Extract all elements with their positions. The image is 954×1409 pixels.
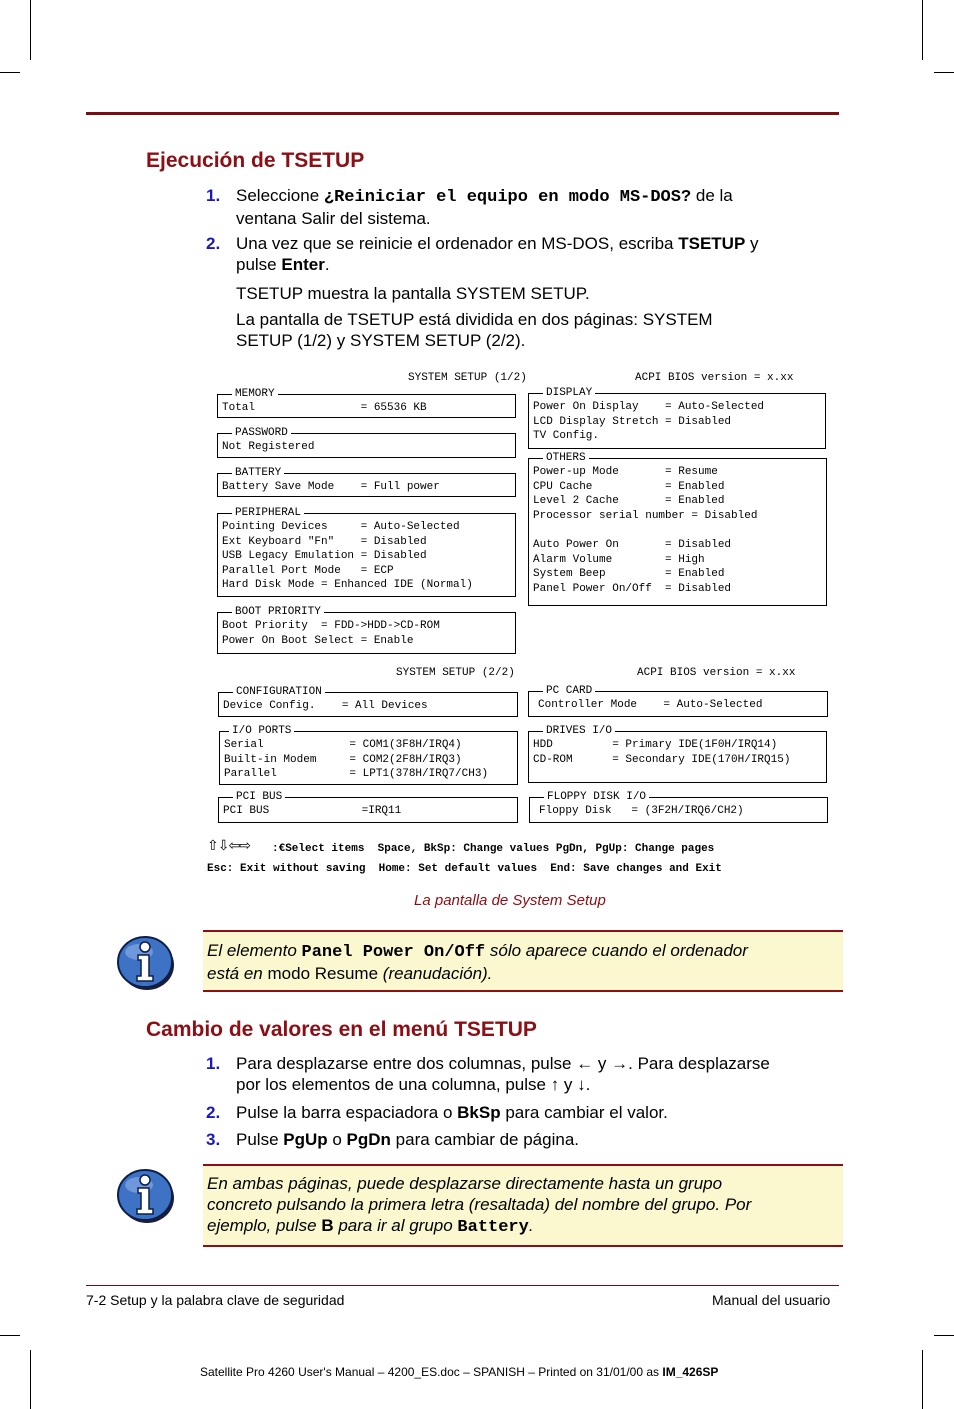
step-3 <box>206 1129 836 1150</box>
crop-mark <box>0 72 20 73</box>
note-panel-power <box>203 930 843 992</box>
crop-mark <box>30 0 31 60</box>
group-values: Battery Save Mode = Full power <box>222 481 440 493</box>
group-values: Boot Priority = FDD->HDD->CD-ROM Power On Boot Select = Enable <box>222 620 440 647</box>
arrow-keys-icon: ⇧⇩⇦⇨ <box>207 838 250 854</box>
command-text: TSETUP <box>678 234 746 253</box>
note-text-part: En ambas páginas, puede desplazarse directamente hasta un grupo <box>207 1174 723 1193</box>
info-icon <box>114 1165 176 1225</box>
step-text: Pulse <box>236 1130 284 1149</box>
paragraph <box>236 309 836 351</box>
paragraph: TSETUP muestra la pantalla SYSTEM SETUP. <box>236 284 590 303</box>
group-label: BATTERY <box>232 466 284 480</box>
note-shortcut <box>203 1164 843 1247</box>
group-values: Controller Mode = Auto-Selected <box>538 699 763 711</box>
step-number: 1. <box>206 1054 221 1073</box>
group-label: DRIVES I/O <box>543 724 615 738</box>
group-values: Pointing Devices = Auto-Selected Ext Keyboard "Fn" = Disabled USB Legacy Emulation = Disabled Parallel Port Mode = ECP Hard Disk Mode = Enhanced IDE (Normal) <box>222 521 473 592</box>
crop-mark <box>0 1335 20 1336</box>
group-label: MEMORY <box>232 387 278 401</box>
step-text: por los elementos de una columna, pulse ↑ y ↓. <box>236 1075 591 1094</box>
footer-rule <box>86 1285 839 1286</box>
document-code: IM_426SP <box>662 1365 719 1379</box>
step-text: para cambiar de página. <box>390 1130 579 1149</box>
group-io-ports <box>219 725 518 785</box>
note-text-part: . <box>528 1216 534 1235</box>
group-label: PASSWORD <box>232 426 291 440</box>
key-name: BkSp <box>457 1103 501 1122</box>
key-name: Enter <box>281 255 325 274</box>
group-label: BOOT PRIORITY <box>232 605 324 619</box>
group-drives-io <box>528 725 827 783</box>
setup-page1-acpi: ACPI BIOS version = x.xx <box>635 372 794 384</box>
item-code: Panel Power On/Off <box>301 943 486 962</box>
group-values: Floppy Disk = (3F2H/IRQ6/CH2) <box>539 805 744 817</box>
group-label: PCI BUS <box>233 790 285 804</box>
group-values: Power-up Mode = Resume CPU Cache = Enabled Level 2 Cache = Enabled Processor serial number = Disabled Auto Power On = Disabled Alarm Volume = High System Beep = Enabled Panel Power On/Off = Disabled <box>533 466 758 595</box>
step-2 <box>206 233 836 275</box>
step-text: pulse <box>236 255 282 274</box>
section-title-cambio: Cambio de valores en el menú TSETUP <box>146 1018 537 1041</box>
note-text-part: modo Resume <box>267 964 379 983</box>
note-text-part: El elemento <box>207 941 302 960</box>
step-number: 2. <box>206 1103 221 1122</box>
group-code: Battery <box>457 1218 529 1237</box>
group-others <box>528 452 827 606</box>
crop-mark <box>934 1335 954 1336</box>
step-number: 3. <box>206 1130 221 1149</box>
note-text-part: ejemplo, pulse <box>207 1216 322 1235</box>
setup-page2-header: SYSTEM SETUP (2/2) <box>396 667 515 679</box>
group-configuration <box>218 686 518 717</box>
group-label: OTHERS <box>543 451 589 465</box>
key-legend-line1: :€Select items Space, BkSp: Change values PgDn, PgUp: Change pages <box>272 843 715 855</box>
group-label: PERIPHERAL <box>232 506 304 520</box>
group-peripheral <box>217 507 516 597</box>
group-label: FLOPPY DISK I/O <box>544 790 649 804</box>
step-text: Para desplazarse entre dos columnas, pulse ← y →. Para desplazarse <box>236 1054 770 1073</box>
group-memory <box>217 388 516 418</box>
print-line <box>200 1365 718 1379</box>
group-values: HDD = Primary IDE(1F0H/IRQ14) CD-ROM = Secondary IDE(170H/IRQ15) <box>533 739 791 766</box>
group-values: PCI BUS =IRQ11 <box>223 805 402 817</box>
group-pci-bus <box>218 791 518 823</box>
step-text: Pulse la barra espaciadora o <box>236 1103 458 1122</box>
crop-mark <box>922 1350 923 1409</box>
group-values: Total = 65536 KB <box>222 402 427 414</box>
group-values: Serial = COM1(3F8H/IRQ4) Built-in Modem = COM2(2F8H/IRQ3) Parallel = LPT1(378H/IRQ7/CH3) <box>224 739 489 781</box>
step-text: para cambiar el valor. <box>500 1103 668 1122</box>
crop-mark <box>30 1350 31 1409</box>
group-battery <box>217 467 516 497</box>
group-pc-card <box>528 685 828 717</box>
step-text: . <box>324 255 330 274</box>
step-text: y <box>745 234 759 253</box>
group-display <box>528 387 826 449</box>
figure-caption: La pantalla de System Setup <box>414 892 606 909</box>
step-text: ventana Salir del sistema. <box>236 209 431 228</box>
key-legend-line2: Esc: Exit without saving Home: Set default values End: Save changes and Exit <box>207 863 722 875</box>
section-title-ejecucion: Ejecución de TSETUP <box>146 149 365 172</box>
print-line-text: Satellite Pro 4260 User's Manual – 4200_ES.doc – SPANISH – Printed on 31/01/00 as <box>200 1365 663 1379</box>
step-text: Seleccione <box>236 186 324 205</box>
step-1 <box>206 1053 846 1095</box>
step-1 <box>206 185 836 229</box>
note-text <box>207 1173 751 1238</box>
header-rule <box>86 112 839 115</box>
info-icon <box>114 932 176 992</box>
group-values: Power On Display = Auto-Selected LCD Display Stretch = Disabled TV Config. <box>533 401 765 443</box>
crop-mark <box>922 0 923 60</box>
paragraph-line: La pantalla de TSETUP está dividida en dos páginas: SYSTEM <box>236 310 713 329</box>
group-label: I/O PORTS <box>229 724 294 738</box>
setup-page1-header: SYSTEM SETUP (1/2) <box>408 372 527 384</box>
note-text <box>207 940 748 984</box>
setup-page2-acpi: ACPI BIOS version = x.xx <box>637 667 796 679</box>
step-2 <box>206 1102 836 1123</box>
footer-left: 7-2 Setup y la palabra clave de seguridad <box>86 1292 345 1308</box>
group-values: Device Config. = All Devices <box>223 700 428 712</box>
group-floppy-disk-io <box>529 791 828 823</box>
group-label: PC CARD <box>543 684 595 698</box>
note-text-part: concreto pulsando la primera letra (resaltada) del nombre del grupo. Por <box>207 1195 752 1214</box>
menu-option-code: ¿Reiniciar el equipo en modo MS-DOS? <box>323 188 692 207</box>
group-label: DISPLAY <box>543 386 595 400</box>
note-text-part: sólo aparece cuando el ordenador <box>485 941 748 960</box>
group-password <box>217 427 516 458</box>
step-text: de la <box>691 186 733 205</box>
key-name: PgDn <box>346 1130 391 1149</box>
paragraph-line: SETUP (1/2) y SYSTEM SETUP (2/2). <box>236 331 526 350</box>
step-text: o <box>327 1130 347 1149</box>
footer-right: Manual del usuario <box>712 1292 831 1308</box>
step-number: 2. <box>206 234 221 253</box>
group-label: CONFIGURATION <box>233 685 325 699</box>
crop-mark <box>934 72 954 73</box>
group-boot-priority <box>217 606 516 654</box>
group-values: Not Registered <box>222 441 315 453</box>
key-name: B <box>321 1216 334 1235</box>
note-text-part: está en <box>207 964 268 983</box>
step-text: Una vez que se reinicie el ordenador en MS-DOS, escriba <box>236 234 679 253</box>
step-number: 1. <box>206 186 221 205</box>
note-text-part: para ir al grupo <box>333 1216 458 1235</box>
note-text-part: (reanudación). <box>378 964 493 983</box>
key-name: PgUp <box>283 1130 328 1149</box>
